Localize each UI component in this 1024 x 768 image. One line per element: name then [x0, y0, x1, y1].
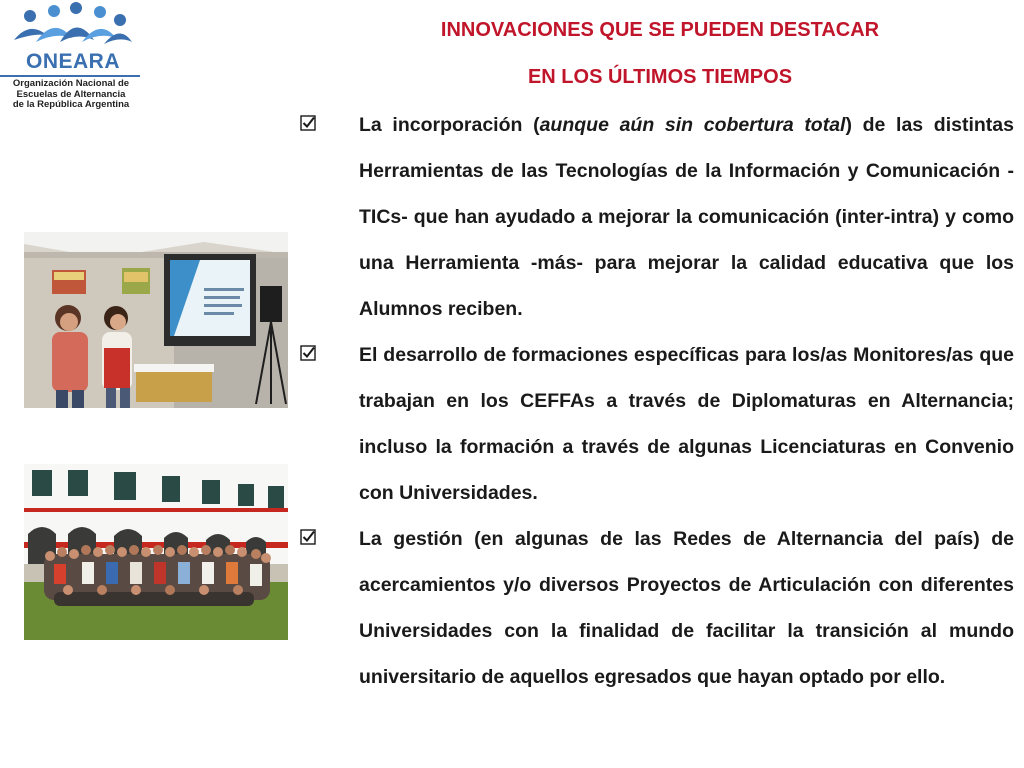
bullet-item	[300, 332, 1014, 516]
logo-divider	[0, 75, 140, 77]
group-photo	[24, 464, 288, 640]
checked-box-icon	[300, 115, 316, 131]
bullet-text-part: ) de las distintas Herramientas de las Tecnologías de la Información y Comunicación -TICs- que han ayudado a mejorar la comunicación (inter-intra) y como una Herramienta -más- para mejorar la calidad educativa que los Alumnos reciben.	[359, 114, 1014, 320]
checked-box-icon	[300, 529, 316, 545]
logo-subtitle-line: Escuelas de Alternancia	[16, 88, 126, 100]
logo-subtitle-line: de la República Argentina	[12, 99, 130, 110]
bullet-item	[300, 516, 1014, 700]
classroom-presentation-photo	[24, 232, 288, 408]
logo-subtitle-line: Organización Nacional de	[12, 78, 130, 89]
bullet-text	[359, 102, 1014, 332]
bullet-list	[300, 102, 1014, 700]
bullet-item	[300, 102, 1014, 332]
logo-subtitle	[0, 79, 142, 111]
logo-wordmark: ONEARA	[25, 50, 120, 73]
bullet-text: El desarrollo de formaciones específicas para los/as Monitores/as que trabajan en los CEFFAs a través de Diplomaturas en Alternancia; incluso la formación a través de algunas Licenciaturas en Convenio con Universidades.	[359, 344, 1014, 504]
bullet-text-italic: aunque aún sin cobertura total	[539, 114, 846, 136]
bullet-text-part: La incorporación (	[359, 114, 540, 136]
people-figures-logo-icon	[8, 2, 134, 54]
slide-title-line-1: INNOVACIONES QUE SE PUEDEN DESTACAR	[440, 19, 880, 41]
bullet-text: La gestión (en algunas de las Redes de Alternancia del país) de acercamientos y/o diversos Proyectos de Articulación con diferentes Universidades con la finalidad de facilitar la transición al mundo universitario de aquellos egresados que hayan optado por ello.	[359, 528, 1014, 688]
oneara-logo	[0, 0, 142, 112]
slide-title-line-2: EN LOS ÚLTIMOS TIEMPOS	[527, 66, 793, 88]
checked-box-icon	[300, 345, 316, 361]
